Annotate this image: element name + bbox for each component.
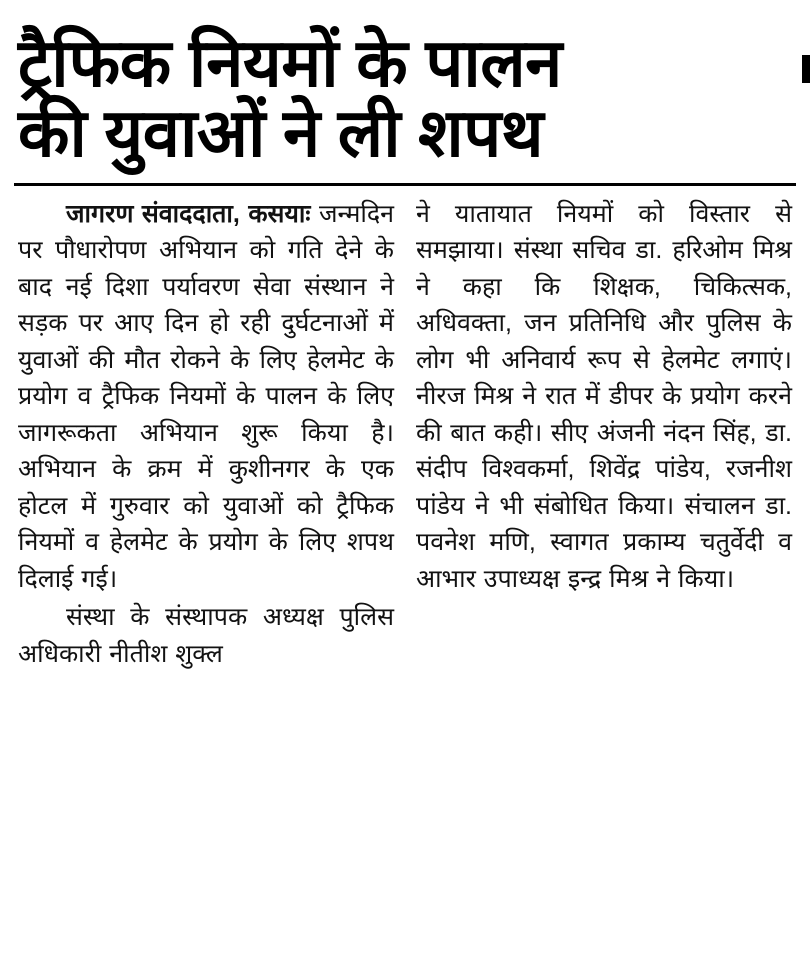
article-column-right (416, 196, 792, 673)
article-columns (14, 196, 796, 673)
article-paragraph (18, 196, 394, 598)
article-paragraph: ने यातायात नियमों को विस्तार से समझाया। संस्था सचिव डा. हरिओम मिश्र ने कहा कि शिक्षक, चिकित्सक, अधिवक्ता, जन प्रतिनिधि और पुलिस के लोग भी अनिवार्य रूप से हेलमेट लगाएं। नीरज मिश्र ने रात में डीपर के प्रयोग करने की बात कही। सीए अंजनी नंदन सिंह, डा. संदीप विश्वकर्मा, शिवेंद्र पांडेय, रजनीश पांडेय ने भी संबोधित किया। संचालन डा. पवनेश मणि, स्वागत प्रकाम्य चतुर्वेदी व आभार उपाध्यक्ष इन्द्र मिश्र ने किया। (416, 199, 792, 593)
article-column-left (18, 196, 394, 673)
page-edge-mark (802, 55, 810, 83)
article-paragraph: संस्था के संस्थापक अध्यक्ष पुलिस अधिकारी नीतीश शुक्ल (18, 603, 394, 668)
headline-divider (14, 183, 796, 186)
headline-line-2: की युवाओं ने ली शपथ (18, 96, 544, 172)
paragraph-text: जन्मदिन पर पौधारोपण अभियान को गति देने के बाद नई दिशा पर्यावरण सेवा संस्थान ने सड़क पर आए दिन हो रही दुर्घटनाओं में युवाओं की मौत रोकने के लिए हेलमेट के प्रयोग व ट्रैफिक नियमों के पालन के लिए जागरूकता अभियान शुरू किया है। अभियान के क्रम में कुशीनगर के एक होटल में गुरुवार को युवाओं को ट्रैफिक नियमों व हेलमेट के प्रयोग के लिए शपथ दिलाई गई। (18, 199, 395, 593)
headline-line-1: ट्रैफिक नियमों के पालन (18, 26, 562, 101)
dateline: जागरण संवाददाता, कसयाः (66, 199, 311, 228)
page-title (14, 26, 796, 172)
